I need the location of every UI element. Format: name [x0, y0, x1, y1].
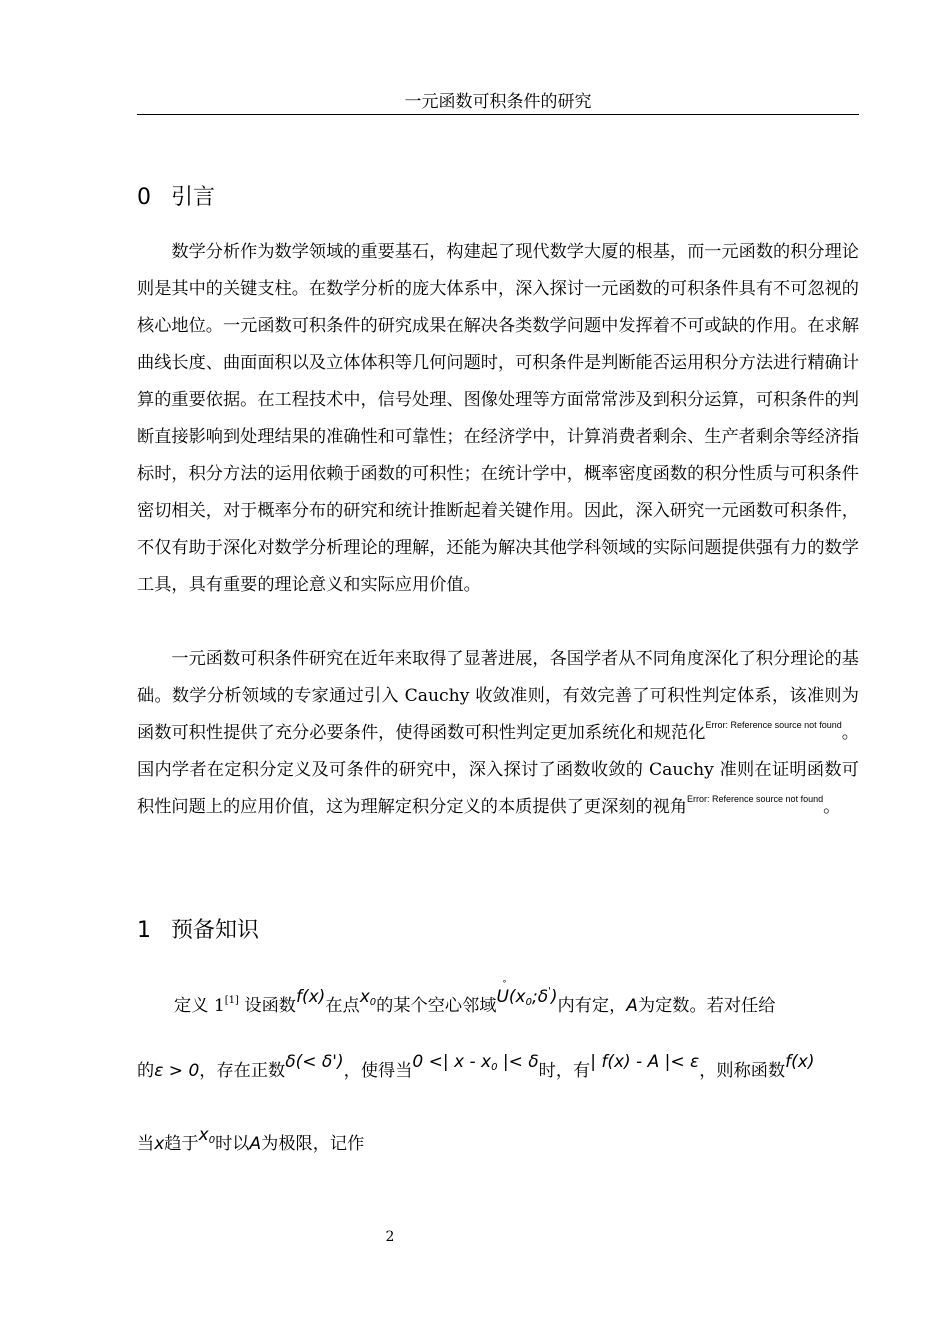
def-text: 为极限，记作: [261, 1134, 365, 1154]
def-text: 为定数。若对任给: [637, 996, 776, 1016]
def-text: 设函数: [244, 996, 296, 1016]
paragraph-text: 。国内学者在定积分定义及可条件的研究中，深入探讨了函数收敛的 Cauchy 准则在证明函数可积性问题上的应用价值，这为理解定积分定义的本质提供了更深刻的视角: [137, 723, 859, 817]
intro-paragraph-1: 数学分析作为数学领域的重要基石，构建起了现代数学大厦的根基，而一元函数的积分理论则是其中的关键支柱。在数学分析的庞大体系中，深入探讨一元函数的可积条件具有不可忽视的核心地位。一元函数可积条件的研究成果在解决各类数学问题中发挥着不可或缺的作用。在求解曲线长度、曲面面积以及立体体积等几何问题时，可积条件是判断能否运用积分方法进行精确计算的重要依据。在工程技术中，信号处理、图像处理等方面常常涉及到积分运算，可积条件的判断直接影响到处理结果的准确性和可靠性；在经济学中，计算消费者剩余、生产者剩余等经济指标时，积分方法的运用依赖于函数的可积性；在统计学中，概率密度函数的积分性质与可积条件密切相关，对于概率分布的研究和统计推断起着关键作用。因此，深入研究一元函数可积条件，不仅有助于深化对数学分析理论的理解，还能为解决其他学科领域的实际问题提供强有力的数学工具，具有重要的理论意义和实际应用价值。: [137, 242, 859, 595]
section-title: 引言: [171, 185, 216, 210]
definition-label: 定义 1: [174, 996, 225, 1016]
reference-error: Error: Reference source not found: [705, 720, 842, 730]
header-rule: [137, 114, 859, 115]
section-title: 预备知识: [171, 918, 260, 943]
math-A: A: [626, 996, 638, 1016]
def-text: 时以: [215, 1134, 250, 1154]
math-delta-cond: (< δ'): [295, 1052, 344, 1072]
reference-error: Error: Reference source not found: [687, 794, 824, 804]
math-neighborhood: ° $U(x_0;\delta')$: [496, 979, 558, 1008]
def-text: 趋于: [164, 1134, 199, 1154]
math-fx: f(x): [296, 987, 326, 1007]
page-number: 2: [385, 1229, 395, 1245]
math-x: x: [154, 1134, 165, 1154]
running-header: 一元函数可积条件的研究: [404, 92, 592, 112]
def-text: 内有定，: [557, 996, 627, 1016]
def-text: 在点: [325, 996, 360, 1016]
section-number: 0: [137, 185, 151, 210]
math-inequality-2: | f(x) - A |< ε: [590, 1052, 700, 1072]
def-text: ，则称函数: [699, 1061, 786, 1081]
math-fx: f(x): [785, 1052, 815, 1072]
math-x0: $x_0$: [359, 987, 377, 1008]
definition-line-3: [137, 1125, 859, 1155]
def-text: 当: [137, 1134, 155, 1154]
definition-line-2: [137, 1052, 859, 1082]
paragraph-text: 一元函数可积条件研究在近年来取得了显著进展，各国学者从不同角度深化了积分理论的基础。数学分析领域的专家通过引入 Cauchy 收敛准则，有效完善了可积性判定体系，该准则为函数可积性提供了充分必要条件，使得函数可积性判定更加系统化和规范化: [137, 649, 859, 743]
section-heading-prelim: [137, 916, 259, 946]
def-text: ，存在正数: [199, 1061, 286, 1081]
intro-paragraph-2: [137, 641, 859, 826]
math-A: A: [249, 1134, 262, 1154]
section-heading-intro: [137, 183, 215, 213]
def-text: ，使得当: [343, 1061, 413, 1081]
citation: [1]: [224, 995, 239, 1006]
def-text: 的某个空心邻域: [376, 996, 497, 1016]
math-x0: $x_0$: [198, 1125, 216, 1146]
math-inequality-1: 0 <| x - $x_0$ |< δ: [412, 1052, 539, 1073]
section-number: 1: [137, 918, 151, 943]
paragraph-text: 。: [823, 797, 841, 817]
math-delta: δ: [285, 1052, 296, 1072]
def-text: 时，有: [538, 1061, 591, 1081]
math-eps: ε > 0: [154, 1061, 200, 1081]
definition-line-1: [137, 979, 896, 1017]
def-text: 的: [137, 1061, 155, 1081]
